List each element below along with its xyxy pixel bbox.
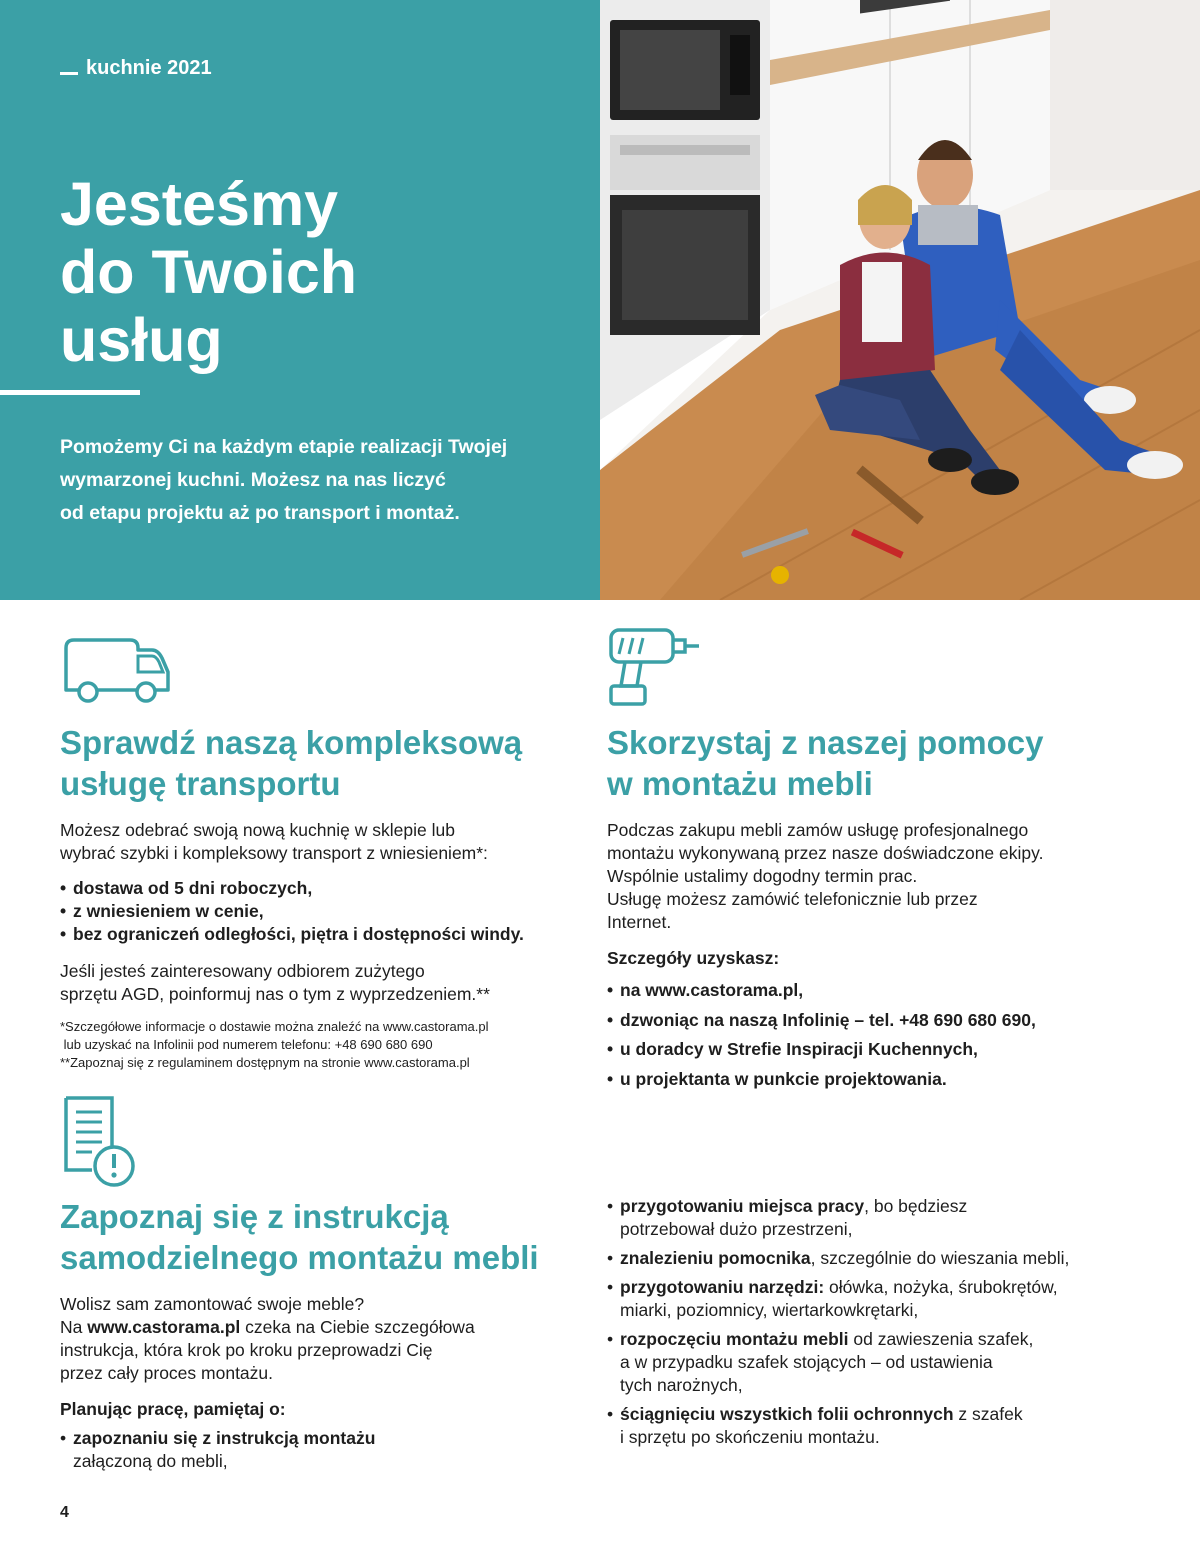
assembly-intro xyxy=(607,819,1167,934)
diy-bullet-list-right xyxy=(607,1195,1177,1449)
diy-intro-text: Na xyxy=(60,1317,88,1337)
hero-photo-kitchen-couple xyxy=(600,0,1200,600)
list-item: • dzwoniąc na naszą Infolinię – tel. +48 690 680 690, xyxy=(607,1006,1177,1036)
title-line: do Twoich xyxy=(60,238,358,306)
bullet-rest: załączoną do mebli, xyxy=(73,1451,228,1471)
bullet-bold: przygotowaniu narzędzi: xyxy=(620,1277,825,1297)
list-item: • bez ograniczeń odległości, piętra i dostępności windy. xyxy=(60,923,590,946)
footnote-line: *Szczegółowe informacje o dostawie można znaleźć na www.castorama.pl xyxy=(60,1019,489,1034)
bullet-bold: • zapoznaniu się z instrukcją montażu xyxy=(73,1428,376,1448)
assembly-intro-line: montażu wykonywaną przez nasze doświadczone ekipy. xyxy=(607,843,1044,863)
title-line: Jesteśmy xyxy=(60,170,339,238)
kitchen-couple-illustration xyxy=(600,0,1200,600)
assembly-intro-line: Usługę możesz zamówić telefonicznie lub przez xyxy=(607,889,978,909)
bullet-bold: rozpoczęciu montażu mebli xyxy=(620,1329,849,1349)
page-title xyxy=(60,170,540,374)
kicker-dash xyxy=(60,72,78,75)
transport-heading-line: Sprawdź naszą kompleksową xyxy=(60,724,523,761)
bullet-rest: , szczególnie do wieszania mebli, xyxy=(810,1248,1070,1268)
bullet-bold: znalezieniu pomocnika xyxy=(620,1248,811,1268)
page-number: 4 xyxy=(60,1504,69,1521)
list-item: • u projektanta w punkcie projektowania. xyxy=(607,1065,1177,1095)
drill-icon xyxy=(607,626,703,708)
list-item xyxy=(607,1403,1177,1449)
diy-intro-line: przez cały proces montażu. xyxy=(60,1363,274,1383)
assembly-heading xyxy=(607,722,1167,804)
diy-intro-line: Wolisz sam zamontować swoje meble? xyxy=(60,1294,365,1314)
assembly-intro-line: Podczas zakupu mebli zamów usługę profesjonalnego xyxy=(607,820,1029,840)
list-item: • u doradcy w Strefie Inspiracji Kuchennych, xyxy=(607,1035,1177,1065)
footnote-line: **Zapoznaj się z regulaminem dostępnym na stronie www.castorama.pl xyxy=(60,1055,470,1070)
bullet-rest: tych narożnych, xyxy=(620,1375,743,1395)
bullet-rest: od zawieszenia szafek, xyxy=(848,1329,1034,1349)
hero-teal-panel xyxy=(0,0,600,600)
bullet-rest: z szafek xyxy=(953,1404,1023,1424)
hero-lead xyxy=(60,431,580,530)
bullet-rest: potrzebował dużo przestrzeni, xyxy=(620,1219,853,1239)
assembly-details-label: Szczegóły uzyskasz: xyxy=(607,948,780,968)
diy-heading xyxy=(60,1196,600,1278)
assembly-intro-line: Internet. xyxy=(607,912,672,932)
list-item xyxy=(607,1247,1177,1270)
delivery-van-icon xyxy=(60,636,172,704)
bullet-bold: przygotowaniu miejsca pracy xyxy=(620,1196,865,1216)
assembly-heading-line: Skorzystaj z naszej pomocy xyxy=(607,724,1044,761)
list-item xyxy=(607,1276,1177,1322)
transport-bullet-list xyxy=(60,877,590,946)
instruction-document-warning-icon xyxy=(62,1094,138,1190)
bullet-rest: miarki, poziomnicy, wiertarkowkrętarki, xyxy=(620,1300,919,1320)
transport-outro-line: Jeśli jesteś zainteresowany odbiorem zużytego xyxy=(60,961,425,981)
transport-intro-line: Możesz odebrać swoją nową kuchnię w sklepie lub xyxy=(60,820,455,840)
lead-line: wymarzonej kuchni. Możesz na nas liczyć xyxy=(60,469,446,491)
lead-line: od etapu projektu aż po transport i montaż. xyxy=(60,502,460,524)
list-item xyxy=(60,1427,590,1473)
transport-footnotes xyxy=(60,1018,590,1072)
kicker-text: kuchnie 2021 xyxy=(86,57,212,79)
list-item xyxy=(607,1328,1177,1397)
transport-intro xyxy=(60,819,590,865)
diy-intro-line xyxy=(60,1316,590,1339)
diy-intro-line: instrukcja, która krok po kroku przeprowadzi Cię xyxy=(60,1340,433,1360)
transport-intro-line: wybrać szybki i kompleksowy transport z wniesieniem*: xyxy=(60,843,488,863)
bullet-rest: i sprzętu po skończeniu montażu. xyxy=(620,1427,880,1447)
bullet-rest: ołówka, nożyka, śrubokrętów, xyxy=(824,1277,1058,1297)
diy-intro xyxy=(60,1293,590,1385)
transport-outro xyxy=(60,960,590,1006)
list-item xyxy=(607,1195,1177,1241)
hero-divider xyxy=(0,390,140,395)
list-item: • na www.castorama.pl, xyxy=(607,976,1177,1006)
section-kicker xyxy=(60,57,212,80)
list-item: • z wniesieniem w cenie, xyxy=(60,900,590,923)
bullet-bold: ściągnięciu wszystkich folii ochronnych xyxy=(620,1404,954,1424)
diy-intro-text: czeka na Ciebie szczegółowa xyxy=(240,1317,475,1337)
assembly-bullet-list xyxy=(607,976,1177,1094)
transport-outro-line: sprzętu AGD, poinformuj nas o tym z wyprzedzeniem.** xyxy=(60,984,490,1004)
diy-plan-label: Planując pracę, pamiętaj o: xyxy=(60,1399,286,1419)
diy-bullet-list-left xyxy=(60,1427,590,1473)
footnote-line: lub uzyskać na Infolinii pod numerem telefonu: +48 690 680 690 xyxy=(60,1037,433,1052)
diy-heading-line: Zapoznaj się z instrukcją xyxy=(60,1198,449,1235)
transport-heading-line: usługę transportu xyxy=(60,765,341,802)
bullet-rest: , bo będziesz xyxy=(864,1196,968,1216)
title-line: usług xyxy=(60,306,223,374)
transport-heading xyxy=(60,722,580,804)
castorama-link[interactable]: www.castorama.pl xyxy=(87,1317,241,1337)
list-item: • dostawa od 5 dni roboczych, xyxy=(60,877,590,900)
hero-section xyxy=(0,0,1200,600)
lead-line: Pomożemy Ci na każdym etapie realizacji Twojej xyxy=(60,436,508,458)
assembly-heading-line: w montażu mebli xyxy=(607,765,873,802)
assembly-intro-line: Wspólnie ustalimy dogodny termin prac. xyxy=(607,866,918,886)
diy-heading-line: samodzielnego montażu mebli xyxy=(60,1239,539,1276)
bullet-rest: a w przypadku szafek stojących – od ustawienia xyxy=(620,1352,993,1372)
